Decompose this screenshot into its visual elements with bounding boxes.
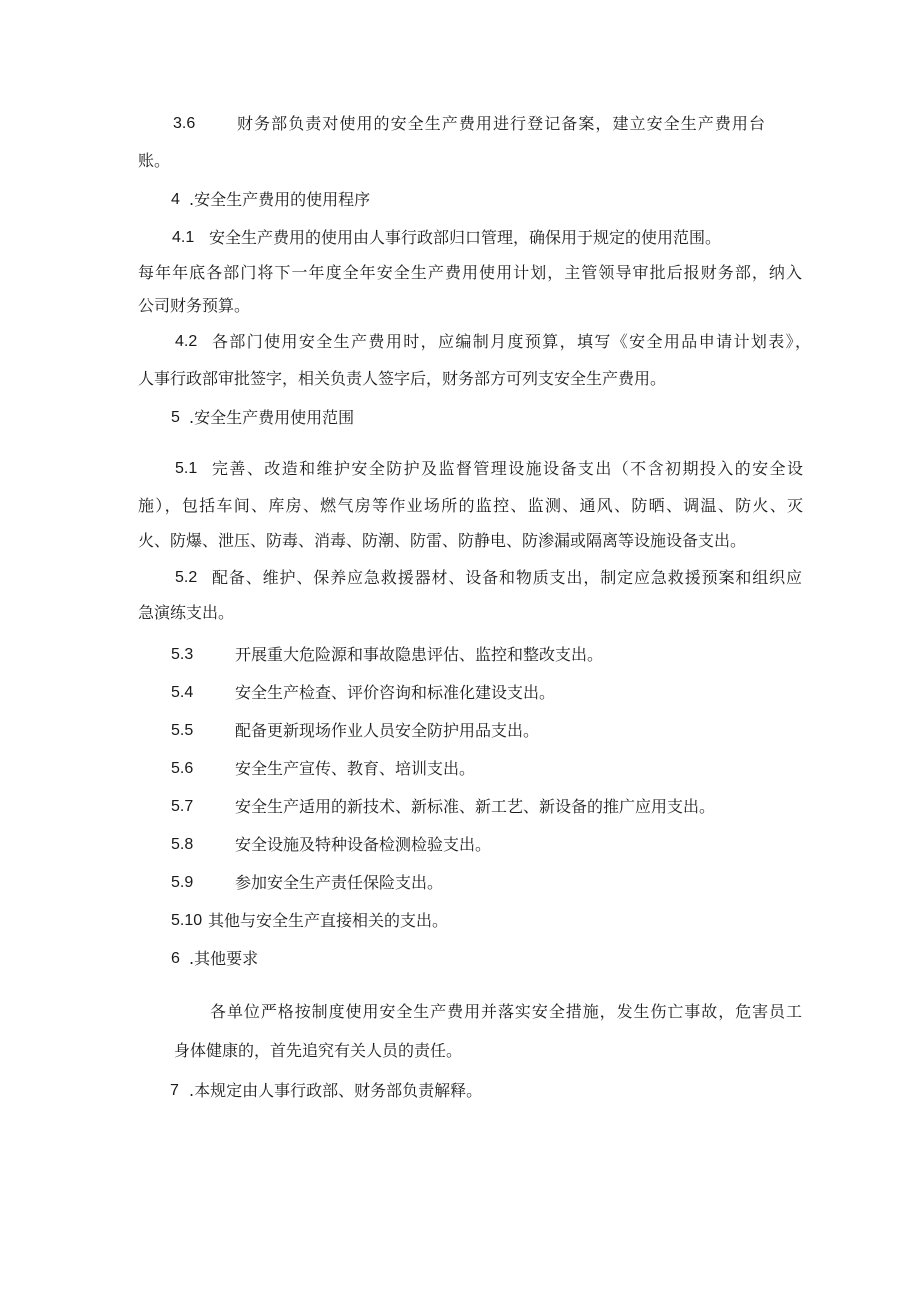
paragraph-line: 施），包括车间、库房、燃气房等作业场所的监控、监测、通风、防晒、调温、防火、灭 — [138, 496, 803, 515]
list-item-text: 参加安全生产责任保险支出。 — [235, 873, 444, 892]
list-item-number: 5.10 — [171, 912, 203, 929]
paragraph-line: 财务部负责对使用的安全生产费用进行登记备案，建立安全生产费用台 — [237, 114, 765, 133]
list-item-text: 安全生产检查、评价咨询和标准化建设支出。 — [235, 683, 556, 702]
paragraph-line: 每年年底各部门将下一年度全年安全生产费用使用计划，主管领导审批后报财务部，纳入 — [138, 263, 802, 282]
list-item-text: 开展重大危险源和事故隐患评估、监控和整改支出。 — [235, 645, 604, 664]
section-number: 4.2 — [175, 333, 198, 350]
list-item-number: 5.9 — [171, 874, 194, 891]
section-title: .安全生产费用的使用程序 — [189, 190, 371, 209]
paragraph-line: 完善、改造和维护安全防护及监督管理设施设备支出（不含初期投入的安全设 — [212, 459, 803, 478]
section-number: 5 — [171, 409, 180, 426]
paragraph-line: 火、防爆、泄压、防毒、消毒、防潮、防雷、防静电、防渗漏或隔离等设施设备支出。 — [138, 531, 747, 550]
list-item-text: 其他与安全生产直接相关的支出。 — [208, 911, 449, 930]
list-item-text: 安全生产宣传、教育、培训支出。 — [235, 759, 476, 778]
list-item-number: 5.6 — [171, 760, 194, 777]
list-item-number: 5.8 — [171, 836, 194, 853]
list-item-number: 5.7 — [171, 798, 194, 815]
section-number: 7 — [170, 1082, 179, 1099]
paragraph-line: 账。 — [138, 151, 171, 170]
section-number: 4 — [171, 191, 180, 208]
section-number: 5.2 — [175, 569, 198, 586]
paragraph-line: 身体健康的，首先追究有关人员的责任。 — [174, 1041, 463, 1060]
list-item-number: 5.5 — [171, 722, 194, 739]
paragraph-line: 安全生产费用的使用由人事行政部归口管理，确保用于规定的使用范围。 — [209, 228, 722, 247]
section-title: .安全生产费用使用范围 — [189, 408, 355, 427]
list-item-text: 配备更新现场作业人员安全防护用品支出。 — [235, 721, 540, 740]
section-number: 4.1 — [172, 229, 195, 246]
section-number: 6 — [171, 950, 180, 967]
list-item-number: 5.3 — [171, 646, 194, 663]
paragraph-line: 急演练支出。 — [138, 603, 235, 622]
list-item-text: 安全设施及特种设备检测检验支出。 — [235, 835, 492, 854]
section-title: .本规定由人事行政部、财务部负责解释。 — [189, 1081, 483, 1100]
paragraph-line: 公司财务预算。 — [138, 296, 251, 315]
list-item-text: 安全生产适用的新技术、新标准、新工艺、新设备的推广应用支出。 — [235, 797, 716, 816]
paragraph-line: 人事行政部审批签字，相关负责人签字后，财务部方可列支安全生产费用。 — [138, 369, 667, 388]
section-title: .其他要求 — [189, 949, 259, 968]
paragraph-line: 配备、维护、保养应急救援器材、设备和物质支出，制定应急救援预案和组织应 — [212, 568, 802, 587]
list-item-number: 5.4 — [171, 684, 194, 701]
paragraph-line: 各部门使用安全生产费用时，应编制月度预算，填写《安全用品申请计划表》， — [212, 332, 811, 351]
section-number: 3.6 — [173, 115, 196, 132]
section-number: 5.1 — [175, 460, 198, 477]
paragraph-line: 各单位严格按制度使用安全生产费用并落实安全措施，发生伤亡事故，危害员工 — [210, 1002, 802, 1021]
